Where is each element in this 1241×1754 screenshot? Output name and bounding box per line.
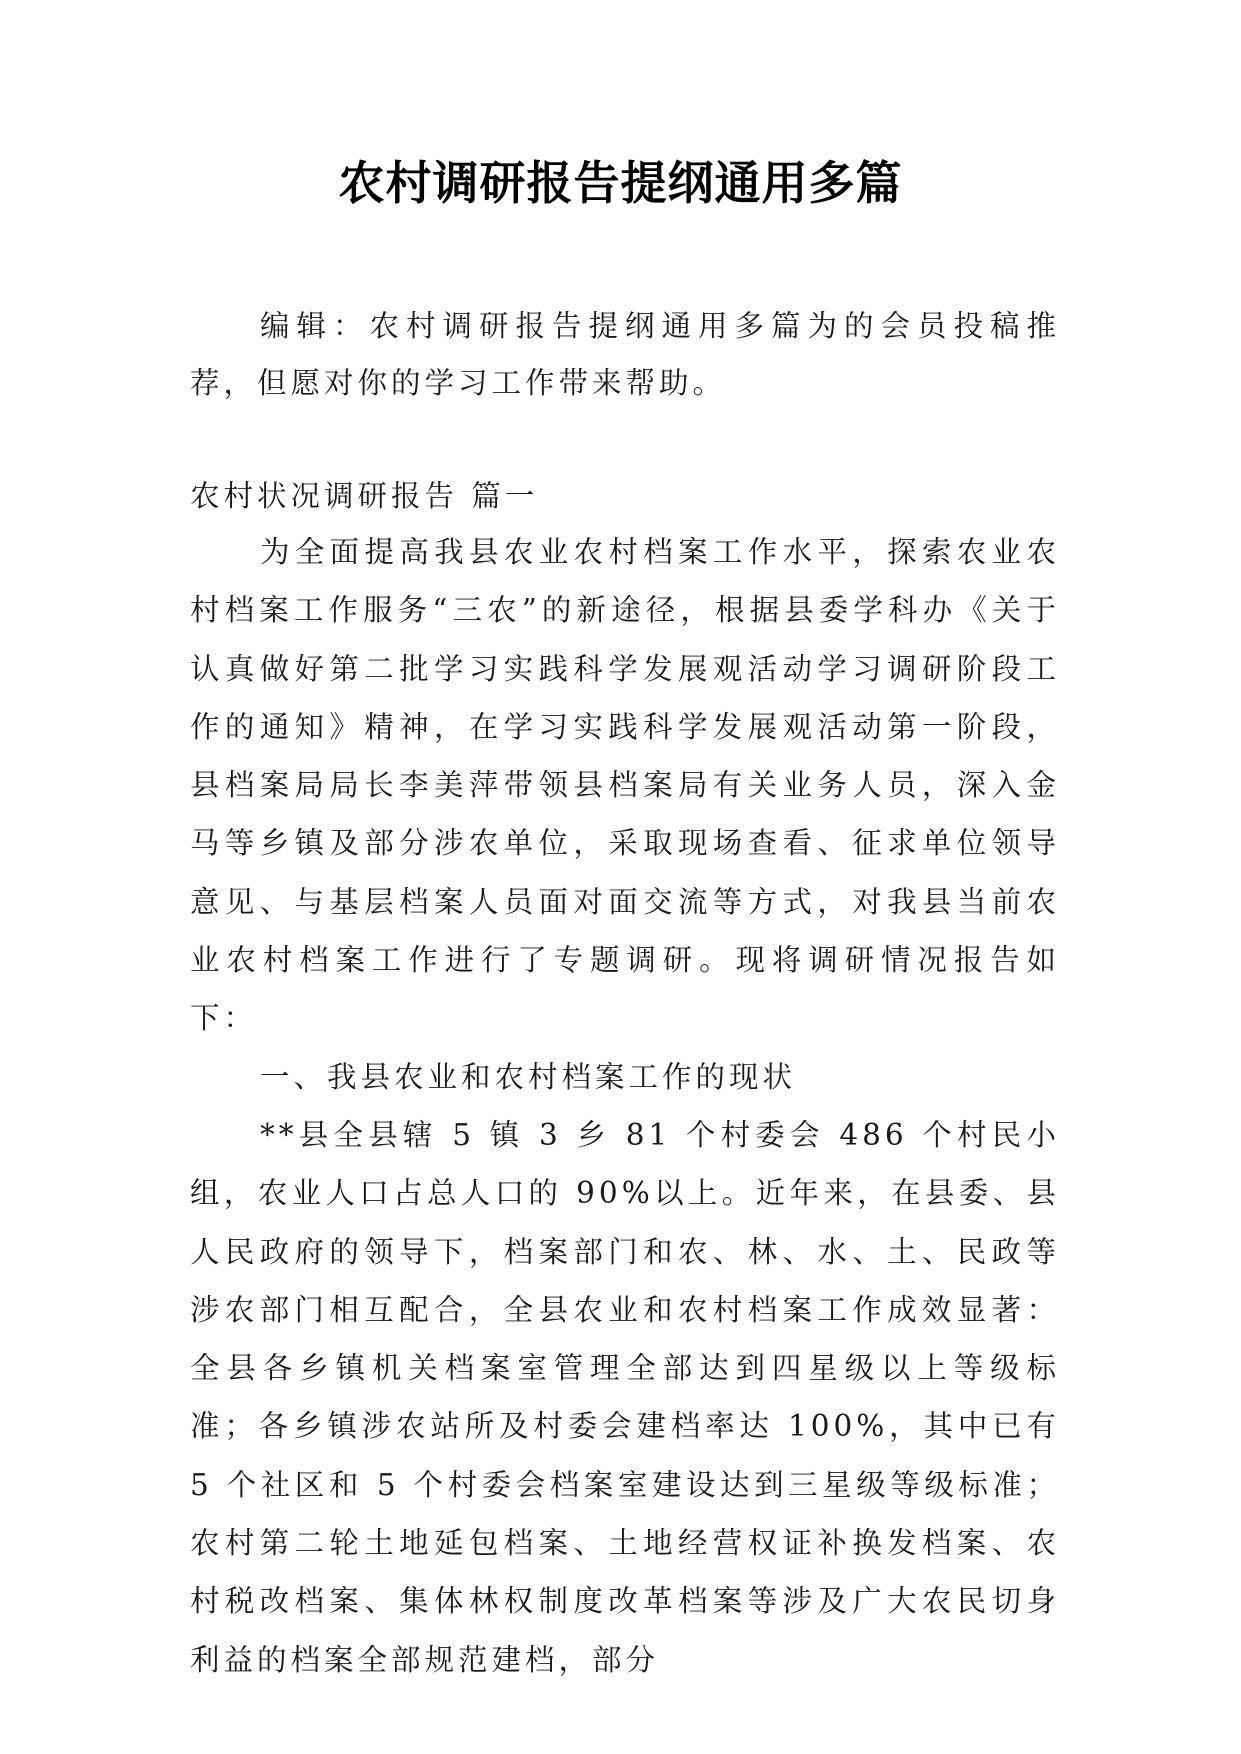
editor-note: 编辑：农村调研报告提纲通用多篇为的会员投稿推荐，但愿对你的学习工作带来帮助。 [190,309,1060,400]
document-title: 农村调研报告提纲通用多篇 [338,156,903,210]
report-body [190,523,1060,1689]
section-heading: 农村状况调研报告 篇一 [190,479,539,513]
paragraph-status: **县全县辖 5 镇 3 乡 81 个村委会 486 个村民小组，农业人口占总人口的 90%以上。近年来，在县委、县人民政府的领导下，档案部门和农、林、水、土、民政等涉农部门相互配合，全县农业和农村档案工作成效显著：全县各乡镇机关档案室管理全部达到四星级以上等级标准；各乡镇涉农站所及村委会建档率达 100%，其中已有 5 个社区和 5 个村委会档案室建设达到三星级等级标准；农村第二轮土地延包档案、土地经营权证补换发档案、农村税改档案、集体林权制度改革档案等涉及广大农民切身利益的档案全部规范建档，部分 [190,1117,1060,1677]
paragraph-intro: 为全面提高我县农业农村档案工作水平，探索农业农村档案工作服务“三农”的新途径，根据县委学科办《关于认真做好第二批学习实践科学发展观活动学习调研阶段工作的通知》精神，在学习实践科学发展观活动第一阶段，县档案局局长李美萍带领县档案局有关业务人员，深入金马等乡镇及部分涉农单位，采取现场查看、征求单位领导意见、与基层档案人员面对面交流等方式，对我县当前农业农村档案工作进行了专题调研。现将调研情况报告如下： [190,535,1060,1036]
paragraph-subheading: 一、我县农业和农村档案工作的现状 [260,1059,797,1094]
